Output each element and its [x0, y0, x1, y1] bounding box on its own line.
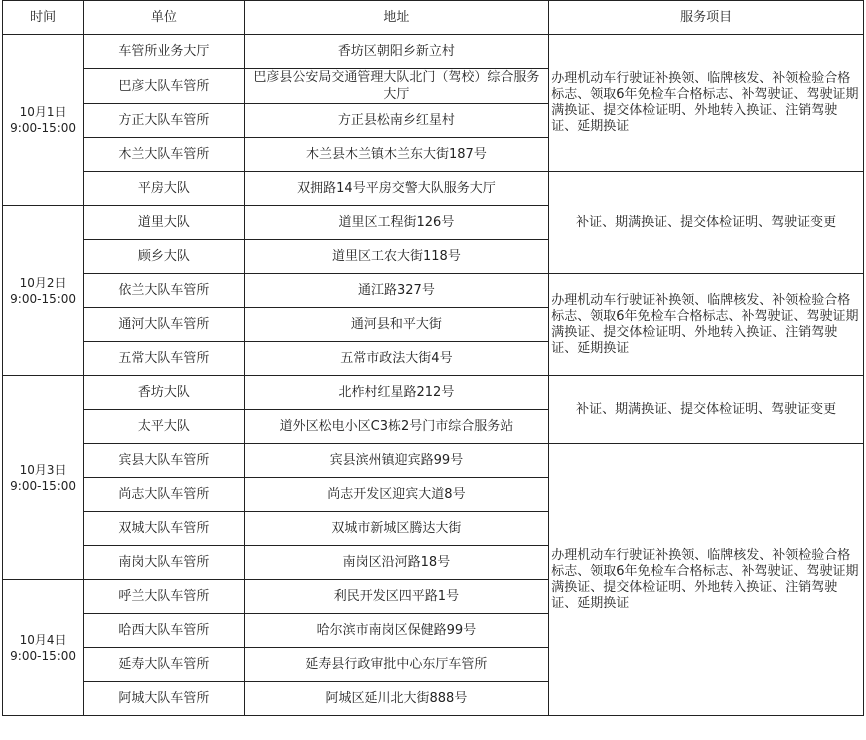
address-cell: 南岗区沿河路18号: [244, 546, 549, 580]
unit-cell: 五常大队车管所: [84, 342, 244, 376]
table-row: [3, 172, 864, 206]
unit-cell: 南岗大队车管所: [84, 546, 244, 580]
services-cell: 办理机动车行驶证补换领、临牌核发、补领检验合格标志、领取6年免检车合格标志、补驾驶证、驾驶证期满换证、提交体检证明、外地转入换证、注销驾驶证、延期换证: [549, 274, 864, 376]
address-cell: 方正县松南乡红星村: [244, 104, 549, 138]
hours-label: 9:00-15:00: [10, 291, 77, 306]
address-cell: 尚志开发区迎宾大道8号: [244, 478, 549, 512]
address-cell: 通江路327号: [244, 274, 549, 308]
unit-cell: 顾乡大队: [84, 240, 244, 274]
date-label: 10月3日: [19, 462, 67, 477]
address-cell: 道里区工程街126号: [244, 206, 549, 240]
unit-cell: 巴彦大队车管所: [84, 69, 244, 104]
unit-cell: 尚志大队车管所: [84, 478, 244, 512]
hours-label: 9:00-15:00: [10, 648, 77, 663]
address-cell: 阿城区延川北大街888号: [244, 682, 549, 716]
unit-cell: 车管所业务大厅: [84, 35, 244, 69]
unit-cell: 道里大队: [84, 206, 244, 240]
date-cell: [3, 206, 84, 376]
services-cell: 办理机动车行驶证补换领、临牌核发、补领检验合格标志、领取6年免检车合格标志、补驾驶证、驾驶证期满换证、提交体检证明、外地转入换证、注销驾驶证、延期换证: [549, 35, 864, 172]
header-address: 地址: [244, 1, 549, 35]
hours-label: 9:00-15:00: [10, 121, 77, 135]
address-cell: 五常市政法大街4号: [244, 342, 549, 376]
address-cell: 巴彦县公安局交通管理大队北门（驾校）综合服务大厅: [244, 69, 549, 104]
table-row: [3, 35, 864, 69]
unit-cell: 木兰大队车管所: [84, 138, 244, 172]
address-cell: 香坊区朝阳乡新立村: [244, 35, 549, 69]
address-cell: 道里区工农大街118号: [244, 240, 549, 274]
address-cell: 北柞村红星路212号: [244, 376, 549, 410]
date-cell: [3, 35, 84, 206]
address-cell: 通河县和平大街: [244, 308, 549, 342]
unit-cell: 延寿大队车管所: [84, 648, 244, 682]
header-unit: 单位: [84, 1, 244, 35]
unit-cell: 方正大队车管所: [84, 104, 244, 138]
unit-cell: 阿城大队车管所: [84, 682, 244, 716]
hours-label: 9:00-15:00: [10, 478, 77, 493]
unit-cell: 哈西大队车管所: [84, 614, 244, 648]
unit-cell: 通河大队车管所: [84, 308, 244, 342]
unit-cell: 平房大队: [84, 172, 244, 206]
unit-cell: 太平大队: [84, 410, 244, 444]
unit-cell: 香坊大队: [84, 376, 244, 410]
table-row: [3, 376, 864, 410]
table-row: [3, 444, 864, 478]
address-cell: 利民开发区四平路1号: [244, 580, 549, 614]
address-cell: 哈尔滨市南岗区保健路99号: [244, 614, 549, 648]
table-row: [3, 274, 864, 308]
address-cell: 木兰县木兰镇木兰东大街187号: [244, 138, 549, 172]
address-cell: 道外区松电小区C3栋2号门市综合服务站: [244, 410, 549, 444]
date-cell: [3, 376, 84, 580]
date-label: 10月4日: [19, 632, 67, 647]
services-cell: 办理机动车行驶证补换领、临牌核发、补领检验合格标志、领取6年免检车合格标志、补驾驶证、驾驶证期满换证、提交体检证明、外地转入换证、注销驾驶证、延期换证: [549, 444, 864, 716]
header-row: [3, 1, 864, 35]
services-cell: 补证、期满换证、提交体检证明、驾驶证变更: [549, 172, 864, 274]
unit-cell: 呼兰大队车管所: [84, 580, 244, 614]
address-cell: 宾县滨州镇迎宾路99号: [244, 444, 549, 478]
address-cell: 延寿县行政审批中心东厅车管所: [244, 648, 549, 682]
address-cell: 双拥路14号平房交警大队服务大厅: [244, 172, 549, 206]
schedule-table: [2, 0, 864, 716]
address-cell: 双城市新城区腾达大街: [244, 512, 549, 546]
header-time: 时间: [3, 1, 84, 35]
date-cell: [3, 580, 84, 716]
date-label: 10月1日: [19, 105, 67, 119]
unit-cell: 双城大队车管所: [84, 512, 244, 546]
header-services: 服务项目: [549, 1, 864, 35]
services-cell: 补证、期满换证、提交体检证明、驾驶证变更: [549, 376, 864, 444]
date-label: 10月2日: [19, 275, 67, 290]
unit-cell: 宾县大队车管所: [84, 444, 244, 478]
unit-cell: 依兰大队车管所: [84, 274, 244, 308]
